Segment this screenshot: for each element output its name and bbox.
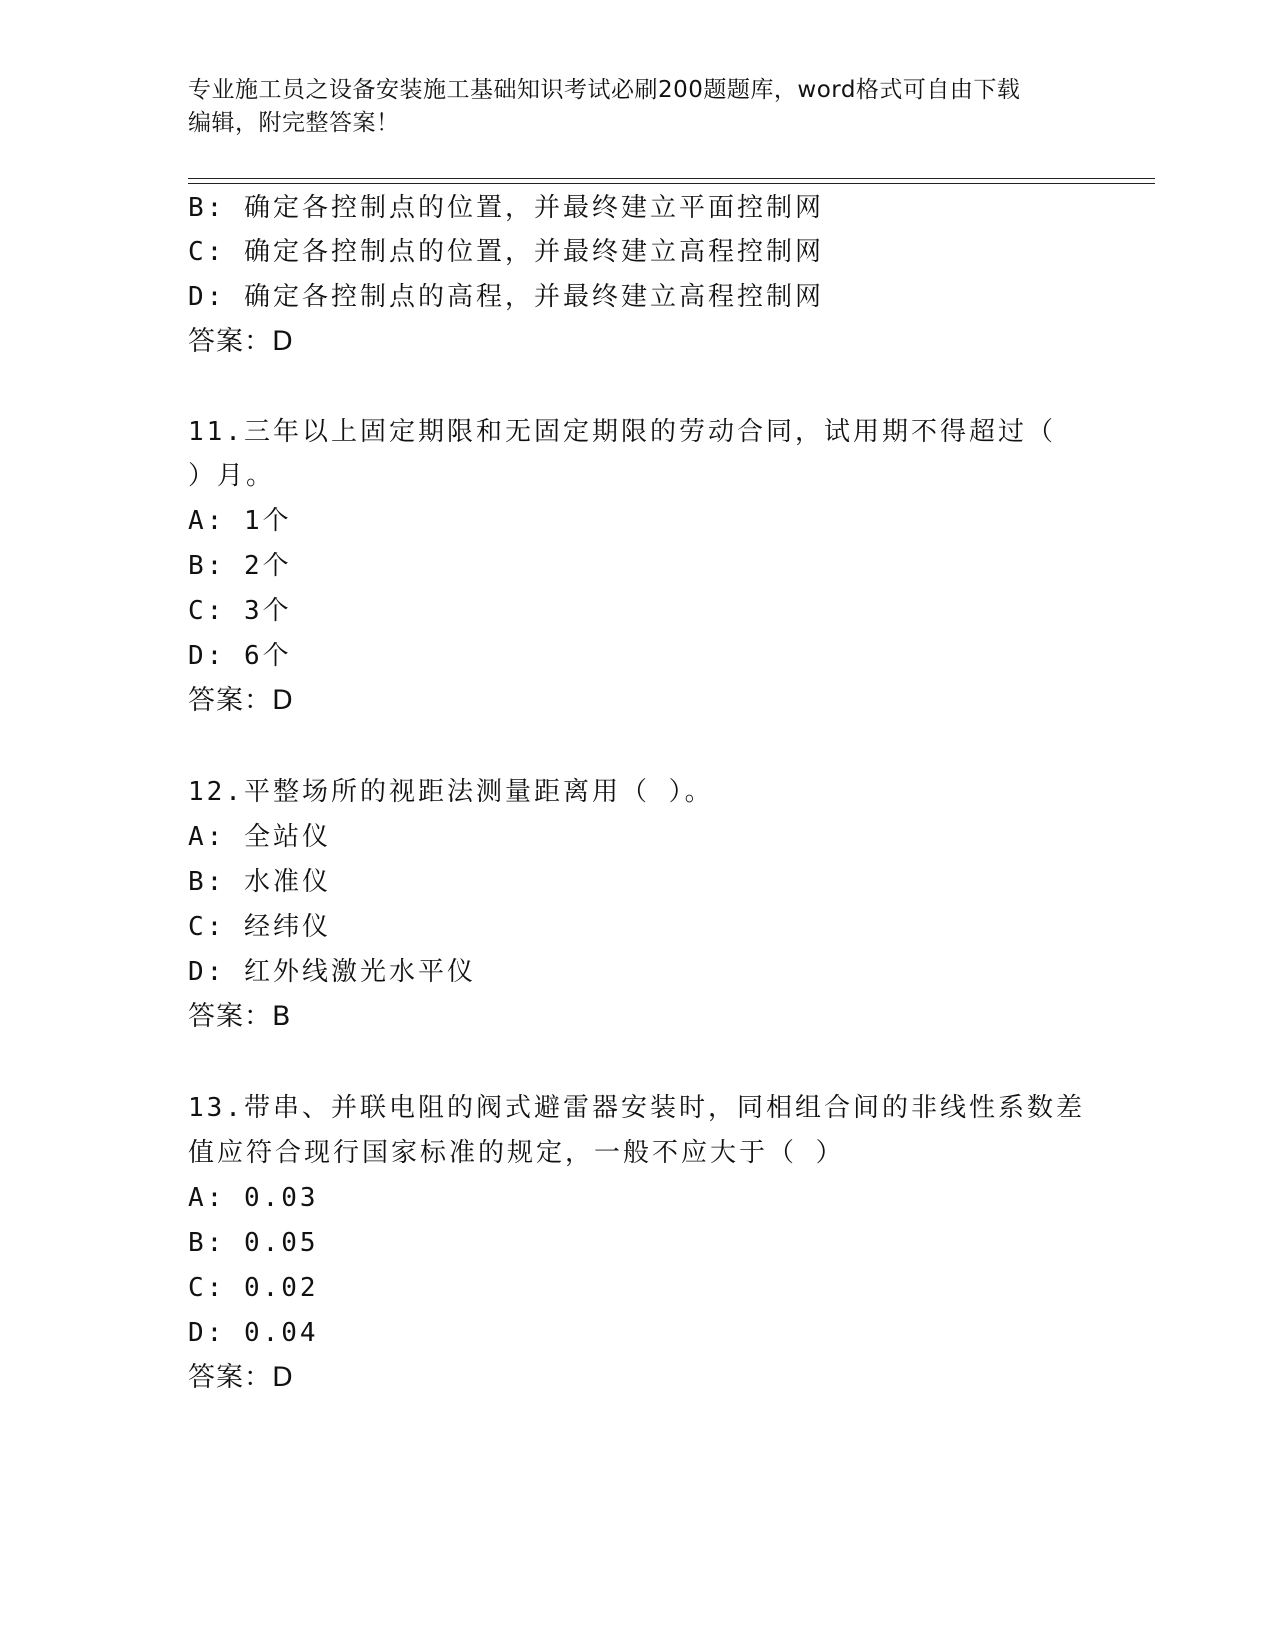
- q11-option-a: A: 1个: [188, 506, 292, 536]
- q11-option-c: C: 3个: [188, 596, 292, 626]
- header-divider-bottom: [188, 183, 1155, 184]
- q10-option-b: B: 确定各控制点的位置，并最终建立平面控制网: [188, 193, 824, 223]
- q11-stem-line1: 11.三年以上固定期限和无固定期限的劳动合同，试用期不得超过（: [188, 417, 1056, 447]
- q13-option-d: D: 0.04: [188, 1318, 319, 1348]
- q12-option-b: B: 水准仪: [188, 867, 331, 897]
- q13-answer: 答案：D: [188, 1362, 294, 1393]
- q13-stem-line1: 13.带串、并联电阻的阀式避雷器安装时，同相组合间的非线性系数差: [188, 1093, 1085, 1123]
- q13-stem-line2: 值应符合现行国家标准的规定，一般不应大于（ ）: [188, 1138, 845, 1168]
- q10-option-d: D: 确定各控制点的高程，并最终建立高程控制网: [188, 282, 824, 312]
- q10-answer: 答案：D: [188, 326, 294, 357]
- document-header: [188, 74, 1088, 140]
- header-title-line1: 专业施工员之设备安装施工基础知识考试必刷200题题库，word格式可自由下载: [188, 77, 1021, 103]
- q12-option-d: D: 红外线激光水平仪: [188, 957, 476, 987]
- header-divider-top: [188, 178, 1155, 179]
- q12-answer: 答案：B: [188, 1001, 292, 1032]
- q10-option-c: C: 确定各控制点的位置，并最终建立高程控制网: [188, 237, 824, 267]
- q11-answer: 答案：D: [188, 685, 294, 716]
- q13-option-c: C: 0.02: [188, 1273, 319, 1303]
- q13-option-b: B: 0.05: [188, 1228, 319, 1258]
- q12-option-a: A: 全站仪: [188, 822, 331, 852]
- q11-option-d: D: 6个: [188, 641, 292, 671]
- q12-stem: 12.平整场所的视距法测量距离用（ ）。: [188, 777, 714, 807]
- q11-option-b: B: 2个: [188, 551, 292, 581]
- header-title-line2: 编辑，附完整答案！: [188, 110, 400, 136]
- q11-stem-line2: ）月。: [188, 461, 276, 491]
- q13-option-a: A: 0.03: [188, 1183, 319, 1213]
- q12-option-c: C: 经纬仪: [188, 912, 331, 942]
